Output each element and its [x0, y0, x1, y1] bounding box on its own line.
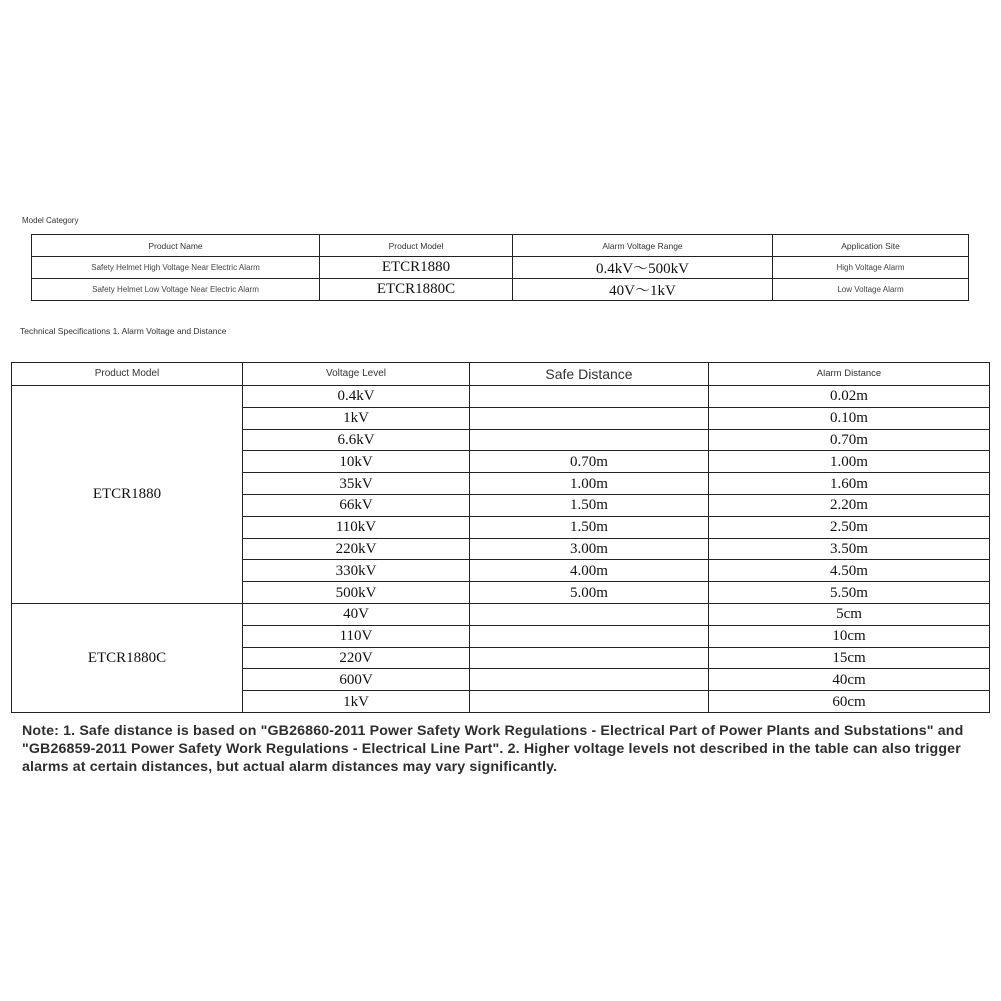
alarm-distance-cell: 0.02m — [709, 386, 990, 408]
alarm-distance-cell: 5cm — [709, 603, 990, 625]
safe-distance-cell — [470, 625, 709, 647]
category-header-row — [32, 235, 969, 257]
safe-distance-cell — [470, 647, 709, 669]
voltage-level-cell: 6.6kV — [243, 429, 470, 451]
safe-distance-cell: 4.00m — [470, 560, 709, 582]
product-model-cell: ETCR1880 — [12, 386, 243, 604]
header-application-site: Application Site — [773, 235, 969, 257]
safe-distance-cell — [470, 407, 709, 429]
voltage-level-cell: 220V — [243, 647, 470, 669]
voltage-level-cell: 110V — [243, 625, 470, 647]
table-row — [12, 386, 990, 408]
alarm-distance-cell: 0.10m — [709, 407, 990, 429]
safe-distance-cell: 1.50m — [470, 494, 709, 516]
voltage-level-cell: 40V — [243, 603, 470, 625]
alarm-distance-cell: 1.60m — [709, 473, 990, 495]
voltage-level-cell: 500kV — [243, 582, 470, 604]
voltage-level-cell: 10kV — [243, 451, 470, 473]
application-site-cell: High Voltage Alarm — [773, 257, 969, 279]
application-site-cell: Low Voltage Alarm — [773, 279, 969, 301]
product-name-cell: Safety Helmet Low Voltage Near Electric Alarm — [32, 279, 320, 301]
alarm-distance-cell: 5.50m — [709, 582, 990, 604]
alarm-distance-cell: 2.20m — [709, 494, 990, 516]
voltage-level-cell: 0.4kV — [243, 386, 470, 408]
alarm-distance-table — [11, 362, 990, 713]
alarm-range-cell: 0.4kV～500kV — [513, 257, 773, 279]
footnote: Note: 1. Safe distance is based on "GB26860-2011 Power Safety Work Regulations - Electrical Part of Power Plants and Substations" and "GB26859-2011 Power Safety Work Regulations - Electrical Line Part". 2. Higher voltage levels not described in the table can also trigger alarms at certain distances, but actual alarm distances may vary significantly. — [22, 723, 964, 775]
table-row — [12, 603, 990, 625]
voltage-level-cell: 35kV — [243, 473, 470, 495]
safe-distance-cell: 3.00m — [470, 538, 709, 560]
header-product-model: Product Model — [12, 363, 243, 386]
voltage-level-cell: 330kV — [243, 560, 470, 582]
model-category-table — [31, 234, 969, 301]
model-category-caption: Model Category — [22, 216, 79, 225]
alarm-distance-cell: 1.00m — [709, 451, 990, 473]
header-product-model: Product Model — [320, 235, 513, 257]
product-model-cell: ETCR1880C — [12, 603, 243, 712]
product-name-cell: Safety Helmet High Voltage Near Electric Alarm — [32, 257, 320, 279]
voltage-level-cell: 110kV — [243, 516, 470, 538]
voltage-level-cell: 1kV — [243, 407, 470, 429]
product-model-cell: ETCR1880C — [320, 279, 513, 301]
header-alarm-voltage-range: Alarm Voltage Range — [513, 235, 773, 257]
alarm-distance-cell: 3.50m — [709, 538, 990, 560]
alarm-distance-cell: 60cm — [709, 691, 990, 713]
voltage-level-cell: 220kV — [243, 538, 470, 560]
alarm-distance-cell: 4.50m — [709, 560, 990, 582]
header-safe-distance: Safe Distance — [470, 363, 709, 386]
header-alarm-distance: Alarm Distance — [709, 363, 990, 386]
header-voltage-level: Voltage Level — [243, 363, 470, 386]
spec-header-row — [12, 363, 990, 386]
table-row — [32, 257, 969, 279]
alarm-distance-cell: 2.50m — [709, 516, 990, 538]
table-row — [32, 279, 969, 301]
safe-distance-cell — [470, 669, 709, 691]
alarm-distance-cell: 40cm — [709, 669, 990, 691]
safe-distance-cell — [470, 603, 709, 625]
alarm-distance-cell: 15cm — [709, 647, 990, 669]
safe-distance-cell: 0.70m — [470, 451, 709, 473]
safe-distance-cell: 5.00m — [470, 582, 709, 604]
safe-distance-cell — [470, 429, 709, 451]
safe-distance-cell — [470, 386, 709, 408]
safe-distance-cell: 1.50m — [470, 516, 709, 538]
alarm-distance-cell: 0.70m — [709, 429, 990, 451]
header-product-name: Product Name — [32, 235, 320, 257]
voltage-level-cell: 600V — [243, 669, 470, 691]
product-model-cell: ETCR1880 — [320, 257, 513, 279]
spec-table-body — [12, 386, 990, 713]
alarm-distance-cell: 10cm — [709, 625, 990, 647]
voltage-level-cell: 1kV — [243, 691, 470, 713]
safe-distance-cell — [470, 691, 709, 713]
spec-caption: Technical Specifications 1. Alarm Voltage and Distance — [20, 326, 227, 336]
voltage-level-cell: 66kV — [243, 494, 470, 516]
safe-distance-cell: 1.00m — [470, 473, 709, 495]
alarm-range-cell: 40V～1kV — [513, 279, 773, 301]
